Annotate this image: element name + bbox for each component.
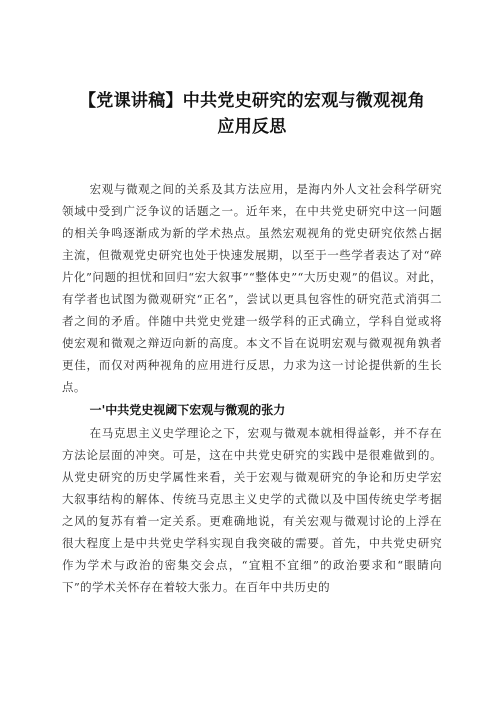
- title-line-1: 【党课讲稿】中共党史研究的宏观与微观视角: [79, 91, 425, 111]
- section-paragraph: 在马克思主义史学理论之下，宏观与微观本就相得益彰，并不存在方法论层面的冲突。可是，这在中共党史研究的实践中是很难做到的。从党史研究的历史学属性来看，关于宏观与微观研究的争论和历史学宏大叙事结构的解体、传统马克思主义史学的式微以及中国传统史学考据之风的复苏有着一定关系。更难确地说，有关宏观与微观讨论的上浮在很大程度上是中共党史学科实现自我突破的需要。首先，中共党史研究作为学术与政治的密集交会点，“宜粗不宜细”的政治要求和“眼睛向下”的学术关怀存在着较大张力。在百年中共历史的: [62, 426, 442, 594]
- document-title: [62, 88, 442, 140]
- section-heading: 一'中共党史视阈下宏观与微观的张力: [89, 403, 286, 417]
- title-line-2: 应用反思: [217, 117, 287, 137]
- intro-paragraph: 宏观与微观之间的关系及其方法应用，是海内外人文社会科学研究领域中受到广泛争议的话题之一。近年来，在中共党史研究中这一问题的相关争鸣逐渐成为新的学术热点。虽然宏观视角的党史研究依然占据主流，但微观党史研究也处于快速发展期，以至于一些学者表达了对“碎片化”问题的担忧和回归“宏大叙事”“整体史”“大历史观”的倡议。对此，有学者也试图为微观研究“正名”，尝试以更具包容性的研究范式消弭二者之间的矛盾。伴随中共党史党建一级学科的正式确立，学科自觉或将使宏观和微观之辩迈向新的高度。本文不旨在说明宏观与微观视角孰者更佳，而仅对两种视角的应用进行反思，力求为这一讨论提供新的生长点。: [62, 182, 442, 394]
